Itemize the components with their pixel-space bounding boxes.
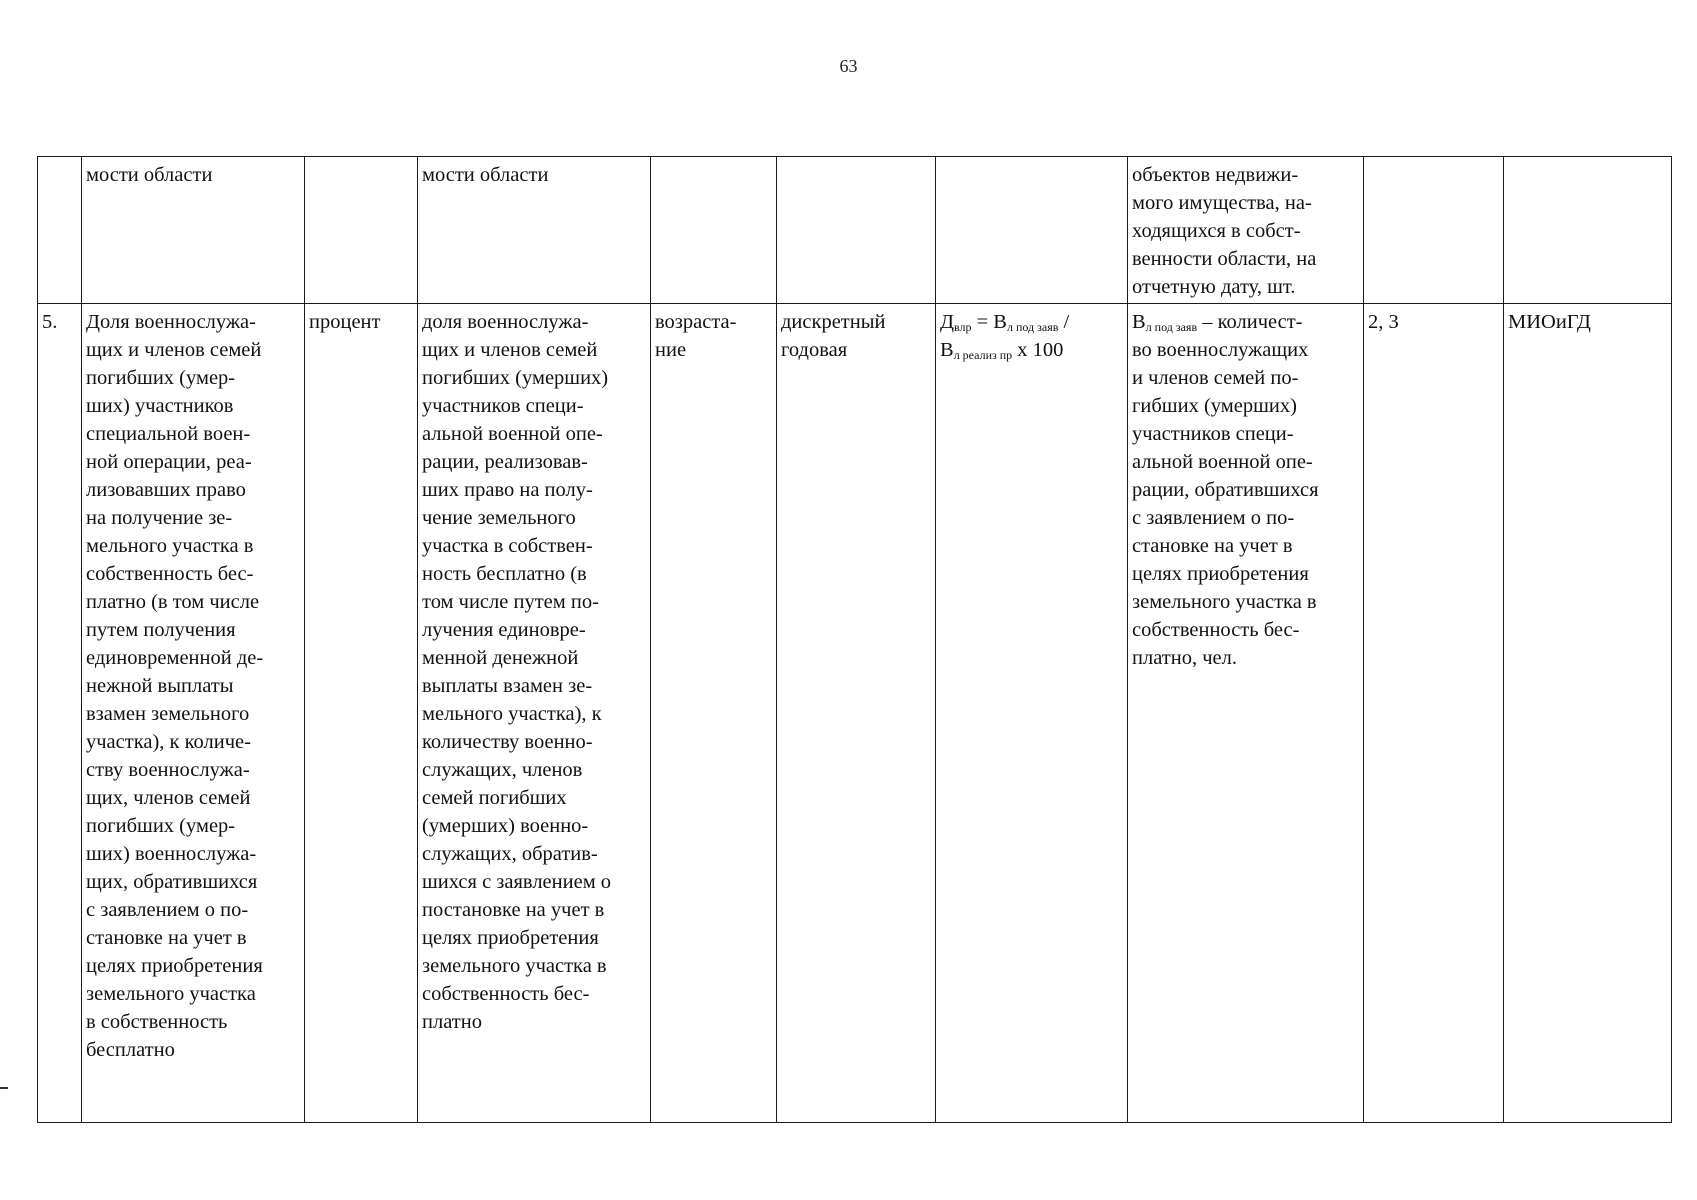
- margin-mark: [0, 1087, 8, 1089]
- formula-denominator: В: [940, 339, 954, 361]
- formula-multiplier: х 100: [1012, 339, 1064, 361]
- cell-variables: [1128, 304, 1364, 1123]
- cell-variables: объектов недвижи- мого имущества, на- ходящихся в собст- венности области, на отчетную дату, шт.: [1128, 157, 1364, 304]
- table-row-continuation: [38, 157, 1672, 304]
- cell-formula: [936, 157, 1128, 304]
- cell-unit: процент: [305, 304, 418, 1123]
- variable-symbol-sub: л под заяв: [1145, 320, 1198, 334]
- variable-description: – количест- во военнослужащих и членов семей по- гибших (умерших) участников специ- альной военной опе- рации, обратившихся с заявлением о по- становке на учет в целях приобретения земельного участка в собственность бес- платно, чел.: [1132, 311, 1319, 669]
- cell-source: 2, 3: [1364, 304, 1504, 1123]
- cell-trend: [651, 157, 777, 304]
- table-row-5: [38, 304, 1672, 1123]
- cell-number: [38, 157, 82, 304]
- cell-indicator-name: мости области: [82, 157, 305, 304]
- cell-responsible: МИОиГД: [1504, 304, 1672, 1123]
- formula-eq: =: [971, 311, 994, 333]
- cell-periodicity: дискретный годовая: [777, 304, 936, 1123]
- cell-definition: мости области: [418, 157, 651, 304]
- cell-responsible: [1504, 157, 1672, 304]
- variable-symbol: В: [1132, 311, 1146, 333]
- formula-denominator-sub: л реализ пр: [953, 348, 1013, 362]
- indicators-table: [37, 156, 1672, 1123]
- cell-periodicity: [777, 157, 936, 304]
- cell-source: [1364, 157, 1504, 304]
- cell-formula: [936, 304, 1128, 1123]
- cell-definition: доля военнослужа- щих и членов семей погибших (умерших) участников специ- альной военной опе- рации, реализовав- ших право на полу- чение земельного участка в собствен- ность бесплатно (в том числе путем по- лучения единовре- менной денежной выплаты взамен зе- мельного участка), к количеству военно- служащих, членов семей погибших (умерших) военно- служащих, обратив- шихся с заявлением о постановке на учет в целях приобретения земельного участка в собственность бес- платно: [418, 304, 651, 1123]
- formula-numerator: В: [993, 311, 1007, 333]
- cell-unit: [305, 157, 418, 304]
- formula-lhs: Д: [940, 311, 954, 333]
- page-number: 63: [839, 56, 858, 76]
- cell-indicator-name: Доля военнослужа- щих и членов семей погибших (умер- ших) участников специальной воен- ной операции, реа- лизовавших право на получение зе- мельного участка в собственность бес- платно (в том числе путем получения единовременной де- нежной выплаты взамен земельного участка), к количе- ству военнослужа- щих, членов семей погибших (умер- ших) военнослужа- щих, обратившихся с заявлением о по- становке на учет в целях приобретения земельного участка в собственность бесплатно: [82, 304, 305, 1123]
- cell-number: 5.: [38, 304, 82, 1123]
- formula-divide: /: [1058, 311, 1070, 333]
- cell-trend: возраста- ние: [651, 304, 777, 1123]
- formula-numerator-sub: л под заяв: [1006, 320, 1059, 334]
- formula-lhs-sub: влр: [953, 320, 972, 334]
